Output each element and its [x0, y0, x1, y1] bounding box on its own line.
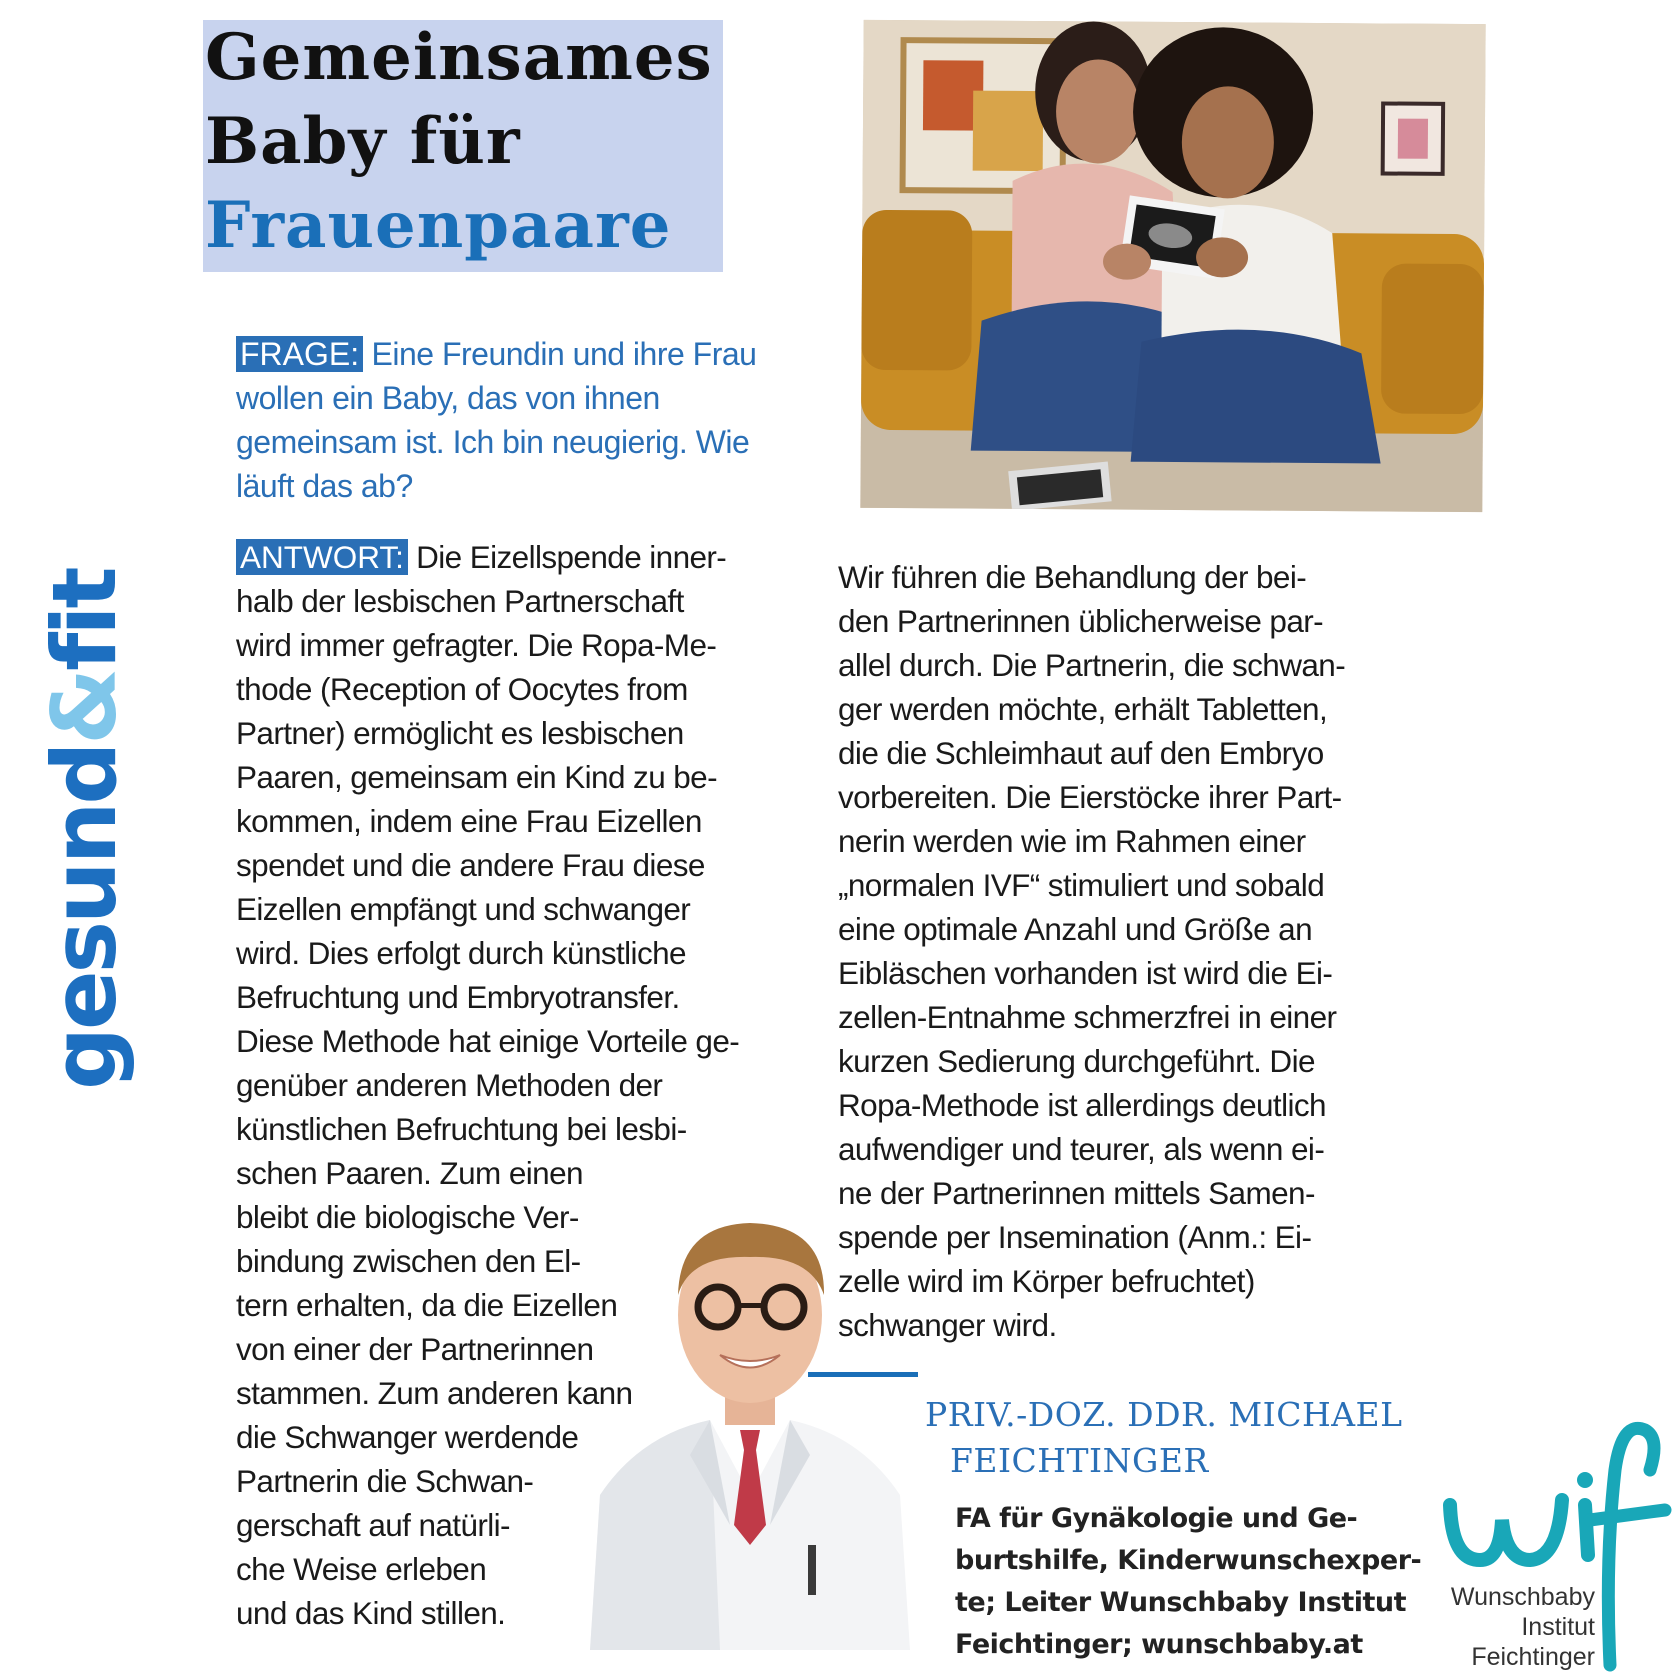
answer-line: Partner) ermöglicht es lesbischen — [236, 715, 684, 751]
headline-line-1: Gemeinsames — [205, 20, 713, 95]
answer-line: che Weise erleben — [236, 1551, 487, 1587]
answer-line: Befruchtung und Embryotransfer. — [236, 979, 680, 1015]
continuation-line: nerin werden wie im Rahmen einer — [838, 823, 1306, 859]
answer-line: bindung zwischen den El- — [236, 1243, 581, 1279]
answer-line: Partnerin die Schwan- — [236, 1463, 534, 1499]
continuation-line: zellen-Entnahme schmerzfrei in einer — [838, 999, 1337, 1035]
couple-photo — [860, 20, 1485, 512]
answer-line: Diese Methode hat einige Vorteile ge- — [236, 1023, 740, 1059]
answer-line: künstlichen Befruchtung bei lesbi- — [236, 1111, 687, 1147]
answer-line: die Schwanger werdende — [236, 1419, 579, 1455]
continuation-line: vorbereiten. Die Eierstöcke ihrer Part- — [838, 779, 1342, 815]
logo-line-3: Feichtinger — [1471, 1643, 1595, 1671]
section-brand — [33, 569, 136, 1090]
answer-line: stammen. Zum anderen kann — [236, 1375, 633, 1411]
continuation-line: ne der Partnerinnen mittels Samen- — [838, 1175, 1315, 1211]
answer-line: ANTWORT: Die Eizellspende inner- — [236, 535, 796, 579]
answer-line: schen Paaren. Zum einen — [236, 1155, 583, 1191]
author-desc-line: FA für Gynäkologie und Ge- — [955, 1503, 1358, 1534]
answer-line: gerschaft auf natürli- — [236, 1507, 510, 1543]
continuation-line: den Partnerinnen üblicherweise par- — [838, 603, 1324, 639]
continuation-line: die die Schleimhaut auf den Embryo — [838, 735, 1324, 771]
answer-line: bleibt die biologische Ver- — [236, 1199, 579, 1235]
author-desc-line: burtshilfe, Kinderwunschexper- — [955, 1545, 1422, 1576]
answer-line: thode (Reception of Oocytes from — [236, 671, 688, 707]
logo-line-1: Wunschbaby — [1450, 1583, 1595, 1611]
answer-label: ANTWORT: — [236, 539, 408, 575]
answer-line: spendet und die andere Frau diese — [236, 847, 705, 883]
question-block — [236, 332, 796, 508]
continuation-line: Eibläschen vorhanden ist wird die Ei- — [838, 955, 1333, 991]
headline-line-2: Baby für — [205, 104, 521, 179]
answer-line: Paaren, gemeinsam ein Kind zu be- — [236, 759, 717, 795]
answer-line: Eizellen empfängt und schwanger — [236, 891, 691, 927]
continuation-line: kurzen Sedierung durchgeführt. Die — [838, 1043, 1315, 1079]
author-description — [955, 1498, 1421, 1666]
continuation-line: ger werden möchte, erhält Tabletten, — [838, 691, 1328, 727]
continuation-line: zelle wird im Körper befruchtet) — [838, 1263, 1255, 1299]
continuation-line: schwanger wird. — [838, 1307, 1057, 1343]
answer-line: genüber anderen Methoden der — [236, 1067, 663, 1103]
author-name-line-2: FEICHTINGER — [950, 1441, 1209, 1480]
continuation-line: „normalen IVF“ stimuliert und sobald — [838, 867, 1325, 903]
doctor-portrait — [580, 1195, 920, 1650]
continuation-line: Wir führen die Behandlung der bei- — [838, 559, 1307, 595]
logo-line-2: Institut — [1521, 1613, 1595, 1641]
answer-line: und das Kind stillen. — [236, 1595, 506, 1631]
brand-part-2: fit — [33, 569, 136, 671]
headline-line-3: Frauenpaare — [205, 188, 672, 263]
question-label: FRAGE: — [236, 336, 363, 372]
question-text: Eine Freundin und ihre Frau wollen ein Baby, das von ihnen gemeinsam ist. Ich bin neugierig. Wie läuft das ab? — [236, 336, 757, 504]
answer-line: von einer der Partnerinnen — [236, 1331, 594, 1367]
continuation-column — [838, 555, 1408, 1347]
answer-line: kommen, indem eine Frau Eizellen — [236, 803, 702, 839]
continuation-line: spende per Insemination (Anm.: Ei- — [838, 1219, 1312, 1255]
continuation-line: Ropa-Methode ist allerdings deutlich — [838, 1087, 1326, 1123]
answer-line: halb der lesbischen Partnerschaft — [236, 583, 684, 619]
continuation-line: allel durch. Die Partnerin, die schwan- — [838, 647, 1346, 683]
answer-line: tern erhalten, da die Eizellen — [236, 1287, 618, 1323]
author-name — [925, 1392, 1403, 1484]
continuation-line: eine optimale Anzahl und Größe an — [838, 911, 1313, 947]
brand-ampersand: & — [33, 670, 136, 745]
brand-part-1: gesund — [33, 744, 136, 1090]
author-desc-line: te; Leiter Wunschbaby Institut — [955, 1587, 1407, 1618]
continuation-line: aufwendiger und teurer, als wenn ei- — [838, 1131, 1325, 1167]
author-name-line-1: PRIV.-DOZ. DDR. MICHAEL — [925, 1395, 1403, 1434]
answer-line: wird immer gefragter. Die Ropa-Me- — [236, 627, 717, 663]
author-desc-line: Feichtinger; wunschbaby.at — [955, 1629, 1363, 1660]
wif-logo — [1440, 1410, 1675, 1675]
author-rule — [808, 1372, 918, 1377]
answer-line: wird. Dies erfolgt durch künstliche — [236, 935, 686, 971]
